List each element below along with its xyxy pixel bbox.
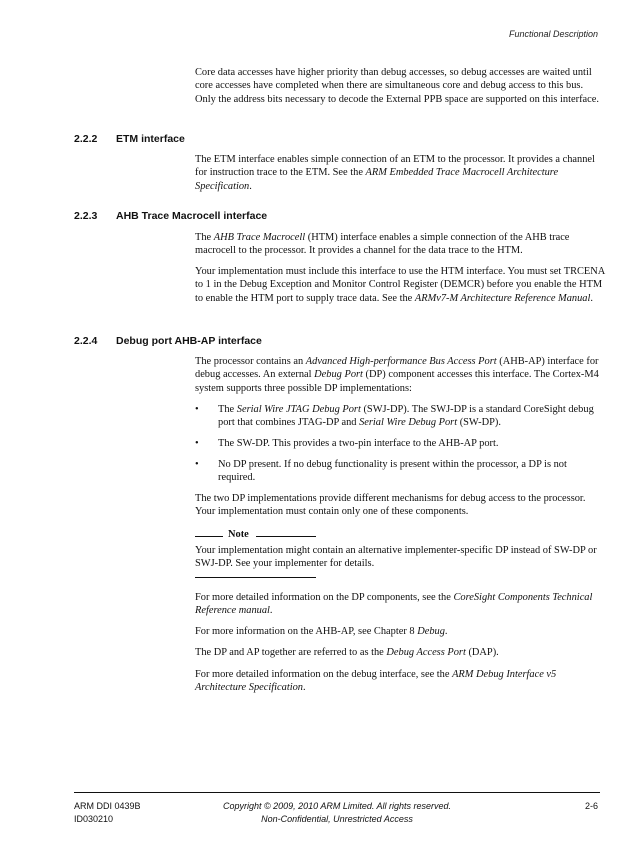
doc-id: ID030210 [74,813,114,824]
footer-center [200,800,474,825]
term: Serial Wire JTAG Debug Port [236,404,361,415]
note-text: Your implementation might contain an alternative implementer-specific DP instead of SW-DP or SWJ-DP. See your implementer for details. [195,545,597,570]
section-number: 2.2.4 [74,335,98,347]
section-heading: AHB Trace Macrocell interface [116,210,268,222]
bullet-marker: • [195,404,199,415]
term: Debug Access Port [386,647,466,658]
term: AHB Trace Macrocell [213,232,306,243]
term: Debug Port [314,369,363,381]
note-label: Note [228,529,249,540]
confidentiality: Non-Confidential, Unrestricted Access [261,813,413,824]
document-reference: ARM Embedded Trace Macrocell Architecture Specification [195,167,559,192]
term: Advanced High-performance Bus Access Port [305,356,497,367]
paragraph: For more information on the AHB-AP, see Chapter 8 Debug. [195,626,448,637]
paragraph: The ETM interface enables simple connection of an ETM to the processor. It provides a channel for instruction trace to the ETM. See the ARM Embedded Trace Macrocell Architecture Specification. [195,154,595,192]
document-reference: ARM Debug Interface v5 Architecture Specification [195,669,557,694]
chapter-reference: Debug [417,626,445,637]
footer-left [74,800,141,825]
note-rule-left [195,536,223,537]
note-rule-bottom [195,577,316,578]
intro-paragraph [195,66,605,106]
doc-number: ARM DDI 0439B [74,801,141,811]
document-reference: CoreSight Components Technical Reference manual [195,592,593,617]
running-header: Functional Description [508,29,598,39]
section-number: 2.2.2 [74,133,98,145]
intro-text: Core data accesses have higher priority than debug accesses, so debug accesses are waited until core accesses have completed when there are simultaneous core and debug access to this bus. Only the address bits necessary to decode the External PPB space are supported on this interface. [195,67,599,105]
page-number: 2-6 [584,801,598,811]
section-heading: ETM interface [116,133,185,145]
term: Serial Wire Debug Port [359,417,458,429]
copyright: Copyright © 2009, 2010 ARM Limited. All rights reserved. [222,801,452,811]
bullet-marker: • [195,459,199,470]
list-item: The Serial Wire JTAG Debug Port (SWJ-DP). The SWJ-DP is a standard CoreSight debug port that combines JTAG-DP and Serial Wire Debug Port (SW-DP). [218,404,594,429]
paragraph: Your implementation must include this interface to use the HTM interface. You must set TRCENA to 1 in the Debug Exception and Monitor Control Register (DEMCR) before you enable the HTM to enable the HTM port to supply trace data. See the ARMv7-M Architecture Reference Manual. [195,266,605,304]
paragraph: For more detailed information on the DP components, see the CoreSight Components Technical Reference manual. [195,592,593,617]
section-heading: Debug port AHB-AP interface [116,335,262,347]
paragraph: The AHB Trace Macrocell (HTM) interface enables a simple connection of the AHB trace macrocell to the processor. It provides a channel for the data trace to the HTM. [195,232,570,257]
paragraph: The processor contains an Advanced High-performance Bus Access Port (AHB-AP) interface for debug accesses. An external Debug Port (DP) component accesses this interface. The Cortex-M4 system supports three possible DP implementations: [195,356,599,394]
bullet-marker: • [195,438,199,449]
paragraph: The two DP implementations provide different mechanisms for debug access to the processor. Your implementation must contain only one of these components. [195,493,586,518]
list-item: No DP present. If no debug functionality is present within the processor, a DP is not required. [218,459,567,484]
paragraph: The DP and AP together are referred to as the Debug Access Port (DAP). [195,647,499,658]
note-rule-right [256,536,316,537]
footer-rule [74,792,600,793]
section-number: 2.2.3 [74,210,98,222]
document-reference: ARMv7-M Architecture Reference Manual [414,292,591,304]
list-item: The SW-DP. This provides a two-pin interface to the AHB-AP port. [218,438,499,449]
paragraph: For more detailed information on the debug interface, see the ARM Debug Interface v5 Architecture Specification. [195,669,557,694]
